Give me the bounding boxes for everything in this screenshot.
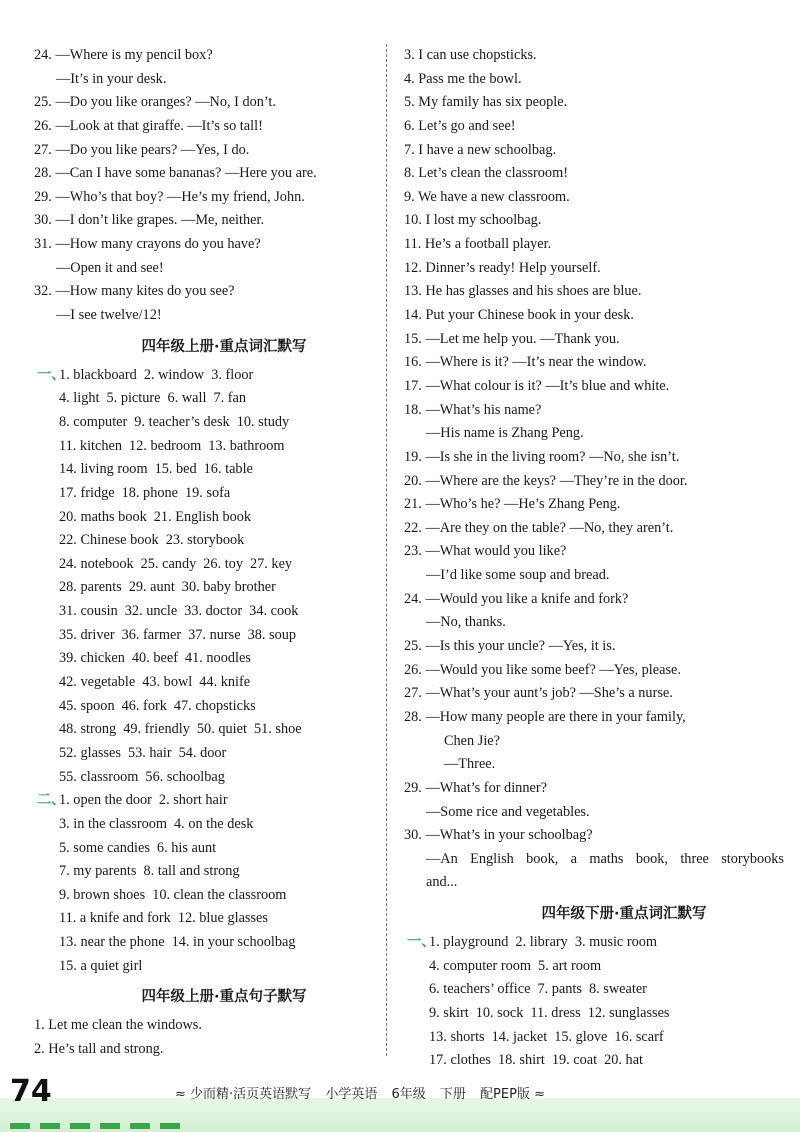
vocab-row: 17. clothes 18. shirt 19. coat 20. hat [429,1052,644,1069]
edition-label: 配PEP版 ≈ [480,1087,545,1102]
phrase-row: 5. some candies 6. his aunt [59,839,217,856]
sentence-line: Chen Jie? [444,732,500,749]
vocab-list [404,931,784,1073]
grade-label: 6年级 [391,1087,426,1102]
sentence-line: 9. We have a new classroom. [404,188,570,205]
phrase-row: 二、 1. open the door 2. short hair [34,789,374,813]
sentence-line: 1. Let me clean the windows. [34,1017,202,1034]
sentence-line: 5. My family has six people. [404,94,568,111]
vocab-row: 52. glasses 53. hair 54. door [59,744,227,761]
dialogue-line: 28. —Can I have some bananas? —Here you are. [34,165,317,182]
dialogue-line: 30. —I don’t like grapes. —Me, neither. [34,212,265,229]
vocab-row: 48. strong 49. friendly 50. quiet 51. shoe [59,721,302,738]
dialogue-line: —It’s in your desk. [56,70,167,87]
sentence-line: 19. —Is she in the living room? —No, she isn’t. [404,448,680,465]
sentence-line: 3. I can use chopsticks. [404,47,537,63]
dialogue-line: 25. —Do you like oranges? —No, I don’t. [34,94,276,111]
phrase-row: 11. a knife and fork 12. blue glasses [59,910,268,927]
section-heading: 四年级上册·重点句子默写 [141,989,307,1006]
sentence-line: 14. Put your Chinese book in your desk. [404,307,634,324]
vocab-row: 20. maths book 21. English book [59,508,252,525]
right-column [404,44,784,1073]
vocab-row: 28. parents 29. aunt 30. baby brother [59,579,276,596]
sentence-line: 8. Let’s clean the classroom! [404,165,568,182]
sentence-line: 28. —How many people are there in your family, [404,708,686,725]
footer-dash [100,1123,120,1129]
sentence-line: 23. —What would you like? [404,543,567,560]
footer-band [0,1098,800,1132]
sentence-line: 29. —What’s for dinner? [404,779,547,796]
dialogue-line: —Open it and see! [56,259,164,276]
footer-dash [160,1123,180,1129]
vocab-row: 11. kitchen 12. bedroom 13. bathroom [59,437,285,454]
phrase-row: 15. a quiet girl [59,957,143,974]
part-marker: 一、 [37,366,66,383]
sentence-line: 26. —Would you like some beef? —Yes, please. [404,661,681,678]
footer-dash [10,1123,30,1129]
vocab-row: 45. spoon 46. fork 47. chopsticks [59,697,256,714]
sentence-line: —His name is Zhang Peng. [426,425,584,442]
vocab-row: 4. light 5. picture 6. wall 7. fan [59,390,246,407]
dialogue-line: —I see twelve/12! [56,307,162,324]
part-marker: 二、 [37,792,66,809]
sentence-line: 17. —What colour is it? —It’s blue and white. [404,377,670,394]
vocab-row: 31. cousin 32. uncle 33. doctor 34. cook [59,603,299,620]
sentence-line: 10. I lost my schoolbag. [404,212,542,229]
vocab-row: 35. driver 36. farmer 37. nurse 38. soup [59,626,297,643]
sentence-line: 15. —Let me help you. —Thank you. [404,330,620,347]
vocab-row: 42. vegetable 43. bowl 44. knife [59,674,251,691]
page-number: 74 [10,1074,52,1109]
phrase-list [34,789,374,978]
dialogue-line: 27. —Do you like pears? —Yes, I do. [34,141,250,158]
sentence-line: 7. I have a new schoolbag. [404,141,557,158]
vocab-row: 39. chicken 40. beef 41. noodles [59,650,251,667]
part-marker: 一、 [407,934,436,951]
vocab-row: 13. shorts 14. jacket 15. glove 16. scarf [429,1028,664,1045]
level-label: 小学英语 [325,1087,378,1102]
column-divider [386,44,387,1056]
sentence-line: —Three. [444,756,496,773]
sentence-line: 25. —Is this your uncle? —Yes, it is. [404,638,616,655]
sentence-line: —Some rice and vegetables. [426,803,590,820]
phrase-row: 3. in the classroom 4. on the desk [59,815,254,832]
dialogue-line: 29. —Who’s that boy? —He’s my friend, John. [34,188,305,205]
footer-dash [40,1123,60,1129]
vocab-row: 一、 1. playground 2. library 3. music room [404,931,784,955]
vocab-list [34,364,374,790]
vocab-row: 24. notebook 25. candy 26. toy 27. key [59,555,293,572]
phrase-row: 7. my parents 8. tall and strong [59,863,240,880]
dialogue-line: 31. —How many crayons do you have? [34,236,261,253]
vocab-row: 4. computer room 5. art room [429,957,602,974]
sentence-line: 21. —Who’s he? —He’s Zhang Peng. [404,496,621,513]
sentence-line: 6. Let’s go and see! [404,117,516,134]
vocab-row: 9. skirt 10. sock 11. dress 12. sunglasses [429,1005,670,1022]
footer-dash [70,1123,90,1129]
sentence-line: 12. Dinner’s ready! Help yourself. [404,259,601,276]
sentence-line: 11. He’s a football player. [404,236,552,253]
vocab-row: 8. computer 9. teacher’s desk 10. study [59,413,290,430]
vocab-row: 55. classroom 56. schoolbag [59,768,225,785]
series-title: ≈ 少而精·活页英语默写 [175,1087,312,1102]
sentence-line: 13. He has glasses and his shoes are blue. [404,283,642,300]
sentence-line: 20. —Where are the keys? —They’re in the door. [404,472,688,489]
sentence-line: 18. —What’s his name? [404,401,542,418]
vocab-row: 14. living room 15. bed 16. table [59,461,253,478]
phrase-row: 13. near the phone 14. in your schoolbag [59,934,296,951]
left-column [34,44,374,1062]
dialogue-line: 32. —How many kites do you see? [34,283,235,300]
vocab-row: 22. Chinese book 23. storybook [59,532,245,549]
sentence-line: 2. He’s tall and strong. [34,1040,164,1057]
term-label: 下册 [439,1087,466,1102]
section-heading: 四年级下册·重点词汇默写 [541,906,707,923]
footer-dash [130,1123,150,1129]
sentence-line: 22. —Are they on the table? —No, they aren’t. [404,519,674,536]
sentence-line: —No, thanks. [426,614,506,631]
sentence-line: —I’d like some soup and bread. [426,567,610,584]
sentence-line: 16. —Where is it? —It’s near the window. [404,354,647,371]
sentence-line: 4. Pass me the bowl. [404,70,522,87]
vocab-row: 17. fridge 18. phone 19. sofa [59,484,231,501]
sentence-line: 24. —Would you like a knife and fork? [404,590,629,607]
section-heading: 四年级上册·重点词汇默写 [141,338,307,355]
dialogue-line: 26. —Look at that giraffe. —It’s so tall! [34,117,263,134]
page-footer [0,1068,800,1132]
phrase-row: 9. brown shoes 10. clean the classroom [59,886,287,903]
vocab-row: 6. teachers’ office 7. pants 8. sweater [429,981,647,998]
footer-series-info [175,1083,555,1102]
dialogue-line: 24. —Where is my pencil box? [34,47,213,63]
sentence-line: 30. —What’s in your schoolbag? [404,827,593,844]
sentence-line: —An English book, a maths book, three storybooks and... [426,850,784,891]
vocab-row: 一、 1. blackboard 2. window 3. floor [34,364,374,388]
sentence-line: 27. —What’s your aunt’s job? —She’s a nurse. [404,685,673,702]
